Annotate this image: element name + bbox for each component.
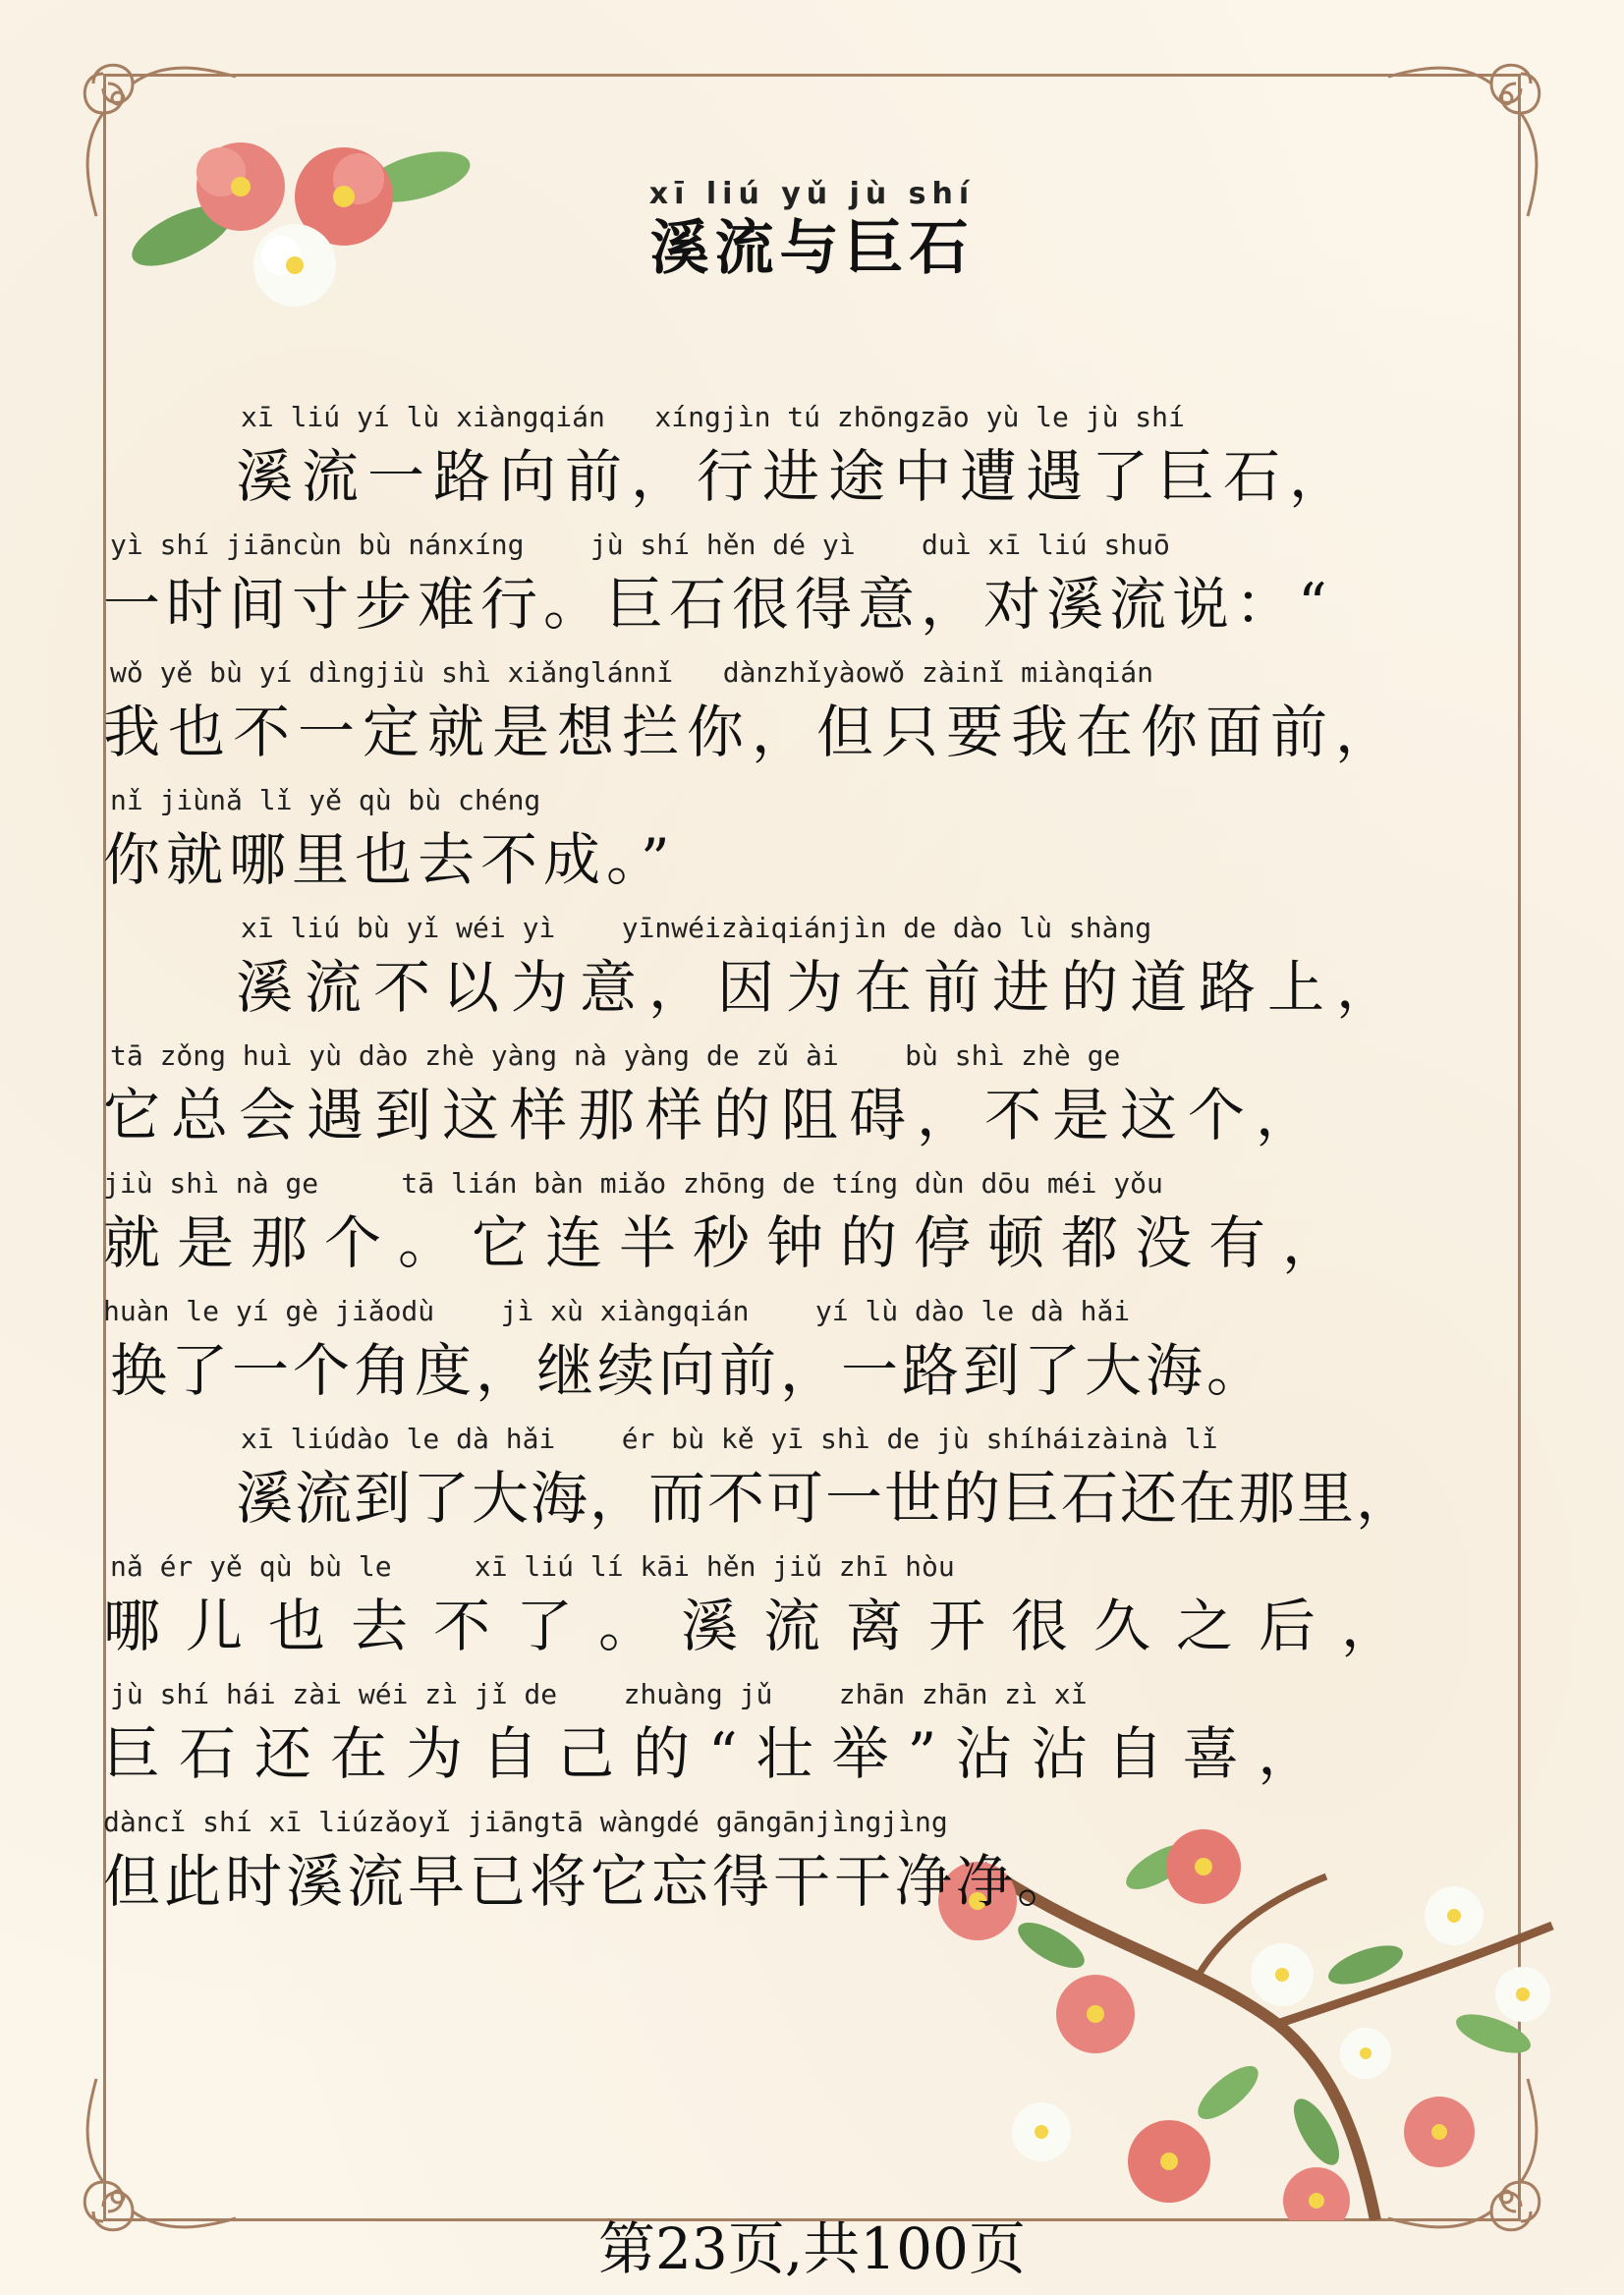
- title-pinyin: xī liú yǔ jù shí: [648, 177, 976, 211]
- title-block: [0, 175, 1624, 283]
- text-line-7: [0, 1164, 1624, 1292]
- hanzi-line: 哪儿也去不了。溪流离开很久之后，: [103, 1593, 1425, 1659]
- text-line-6: [0, 1036, 1624, 1164]
- page-title: 溪流与巨石: [649, 214, 975, 283]
- pinyin-line: tā zǒng huì yù dào zhè yàng nà yàng de zǔ ài bù shì zhè ge: [110, 1039, 1121, 1072]
- text-line-12: [0, 1803, 1624, 1931]
- hanzi-line: 但此时溪流早已将它忘得干干净净。: [103, 1848, 1079, 1915]
- hanzi-line: 换了一个角度，继续向前，一路到了大海。: [110, 1337, 1268, 1404]
- text-line-5: [0, 909, 1624, 1036]
- pinyin-line: wǒ yě bù yí dìngjiù shì xiǎnglánnǐ dànzhǐyàowǒ zàinǐ miànqián: [110, 656, 1154, 689]
- hanzi-line: 溪流到了大海，而不可一世的巨石还在那里，: [236, 1465, 1416, 1532]
- pinyin-line: xī liú yí lù xiàngqián xíngjìn tú zhōngzāo yù le jù shí: [241, 401, 1185, 433]
- hanzi-line: 巨石还在为自己的“壮举”沾沾自喜，: [103, 1720, 1334, 1787]
- pinyin-line: huàn le yí gè jiǎodù jì xù xiàngqián yí lù dào le dà hǎi: [103, 1295, 1131, 1327]
- pinyin-line: nǐ jiùnǎ lǐ yě qù bù chéng: [110, 784, 541, 816]
- text-line-1: [0, 398, 1624, 526]
- pinyin-line: yì shí jiāncùn bù nánxíng jù shí hěn dé yì duì xī liú shuō: [110, 529, 1170, 561]
- hanzi-line: 我也不一定就是想拦你，但只要我在你面前，: [103, 699, 1401, 765]
- pinyin-line: jù shí hái zài wéi zì jǐ de zhuàng jǔ zhān zhān zì xǐ: [110, 1678, 1088, 1710]
- hanzi-line: 就是那个。它连半秒钟的停顿都没有，: [103, 1209, 1357, 1276]
- text-line-11: [0, 1675, 1624, 1803]
- pinyin-line: nǎ ér yě qù bù le xī liú lí kāi hěn jiǔ zhī hòu: [110, 1550, 955, 1583]
- hanzi-line: 你就哪里也去不成。”: [103, 826, 676, 893]
- hanzi-line: 溪流一路向前，行进途中遭遇了巨石，: [236, 443, 1356, 510]
- pinyin-line: xī liúdào le dà hǎi ér bù kě yī shì de jù shíháizàinà lǐ: [241, 1423, 1218, 1455]
- text-line-9: [0, 1420, 1624, 1547]
- text-line-3: [0, 653, 1624, 781]
- pinyin-line: jiù shì nà ge tā lián bàn miǎo zhōng de tíng dùn dōu méi yǒu: [103, 1167, 1163, 1200]
- hanzi-line: 它总会遇到这样那样的阻碍，不是这个，: [103, 1082, 1324, 1148]
- text-line-2: [0, 526, 1624, 653]
- hanzi-line: 一时间寸步难行。巨石很得意，对溪流说：“: [103, 571, 1333, 638]
- text-line-10: [0, 1547, 1624, 1675]
- text-line-8: [0, 1292, 1624, 1420]
- pinyin-line: xī liú bù yǐ wéi yì yīnwéizàiqiánjìn de dào lù shàng: [241, 912, 1152, 944]
- text-line-4: [0, 781, 1624, 909]
- page-number: 第23页,共100页: [598, 2215, 1026, 2282]
- hanzi-line: 溪流不以为意，因为在前进的道路上，: [236, 954, 1406, 1021]
- pinyin-line: dàncǐ shí xī liúzǎoyǐ jiāngtā wàngdé gāngānjìngjìng: [103, 1806, 948, 1838]
